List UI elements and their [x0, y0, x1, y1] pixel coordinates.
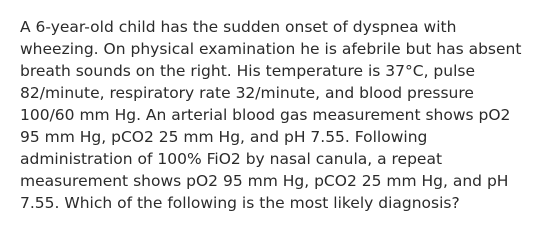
question-line: 95 mm Hg, pCO2 25 mm Hg, and pH 7.55. Following	[20, 128, 428, 146]
question-line: administration of 100% FiO2 by nasal canula, a repeat	[20, 150, 443, 168]
question-line: wheezing. On physical examination he is afebrile but has absent	[20, 40, 522, 58]
question-line: 100/60 mm Hg. An arterial blood gas measurement shows pO2	[20, 106, 511, 124]
question-line: breath sounds on the right. His temperature is 37°C, pulse	[20, 62, 476, 80]
question-line: 7.55. Which of the following is the most likely diagnosis?	[20, 194, 460, 212]
question-text	[20, 16, 538, 214]
question-line: measurement shows pO2 95 mm Hg, pCO2 25 mm Hg, and pH	[20, 172, 509, 190]
question-line: A 6-year-old child has the sudden onset of dyspnea with	[20, 18, 457, 36]
question-line: 82/minute, respiratory rate 32/minute, and blood pressure	[20, 84, 474, 102]
